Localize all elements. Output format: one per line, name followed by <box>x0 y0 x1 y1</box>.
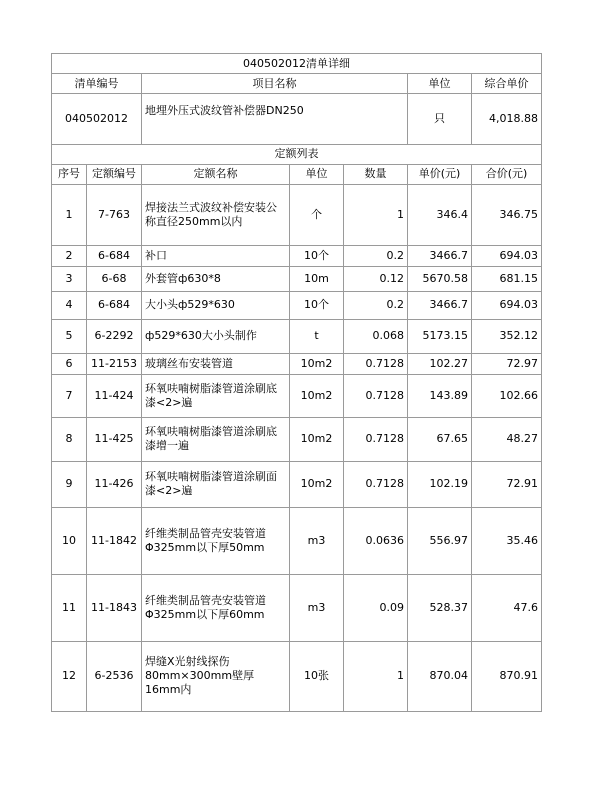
table-row <box>52 353 542 374</box>
col-header-no: 序号 <box>52 164 87 184</box>
row-unit: 10m <box>290 266 344 291</box>
row-qty: 0.2 <box>344 245 408 266</box>
row-total: 47.6 <box>472 574 542 641</box>
row-price: 67.65 <box>408 417 472 461</box>
row-qty: 1 <box>344 641 408 711</box>
table-row <box>52 461 542 507</box>
table-row <box>52 266 542 291</box>
col-header-qty: 数量 <box>344 164 408 184</box>
row-unit: 10个 <box>290 291 344 319</box>
table-row <box>52 507 542 574</box>
row-total: 346.75 <box>472 184 542 245</box>
row-name: 纤维类制品管壳安装管道Φ325mm以下厚50mm <box>142 507 290 574</box>
row-total: 48.27 <box>472 417 542 461</box>
col-header-code: 定额编号 <box>87 164 142 184</box>
row-unit: 10张 <box>290 641 344 711</box>
row-total: 870.91 <box>472 641 542 711</box>
row-unit: m3 <box>290 574 344 641</box>
row-qty: 0.09 <box>344 574 408 641</box>
row-code: 11-1842 <box>87 507 142 574</box>
row-total: 35.46 <box>472 507 542 574</box>
row-no: 3 <box>52 266 87 291</box>
row-code: 7-763 <box>87 184 142 245</box>
header-bill-code: 清单编号 <box>52 74 142 94</box>
table-row <box>52 291 542 319</box>
row-name: 补口 <box>142 245 290 266</box>
row-no: 6 <box>52 353 87 374</box>
row-qty: 0.068 <box>344 319 408 353</box>
quota-title: 定额列表 <box>52 144 542 164</box>
row-price: 5670.58 <box>408 266 472 291</box>
row-code: 6-68 <box>87 266 142 291</box>
table-row <box>52 417 542 461</box>
row-unit: 10m2 <box>290 417 344 461</box>
table-row <box>52 319 542 353</box>
row-unit: 个 <box>290 184 344 245</box>
table-row <box>52 641 542 711</box>
row-no: 4 <box>52 291 87 319</box>
row-name: 环氧呋喃树脂漆管道涂刷底漆<2>遍 <box>142 374 290 417</box>
row-code: 6-2292 <box>87 319 142 353</box>
row-unit: 10个 <box>290 245 344 266</box>
row-name: 大小头ф529*630 <box>142 291 290 319</box>
row-price: 346.4 <box>408 184 472 245</box>
item-name: 地埋外压式波纹管补偿器DN250 <box>142 94 408 145</box>
row-no: 5 <box>52 319 87 353</box>
row-qty: 0.7128 <box>344 417 408 461</box>
row-code: 11-424 <box>87 374 142 417</box>
bill-code: 040502012 <box>52 94 142 145</box>
row-price: 5173.15 <box>408 319 472 353</box>
row-qty: 0.7128 <box>344 374 408 417</box>
header-unit: 单位 <box>408 74 472 94</box>
header-item-name: 项目名称 <box>142 74 408 94</box>
row-no: 8 <box>52 417 87 461</box>
row-qty: 1 <box>344 184 408 245</box>
row-name: 焊缝X光射线探伤80mm×300mm壁厚16mm内 <box>142 641 290 711</box>
row-no: 12 <box>52 641 87 711</box>
row-price: 870.04 <box>408 641 472 711</box>
row-qty: 0.2 <box>344 291 408 319</box>
row-price: 3466.7 <box>408 245 472 266</box>
row-no: 1 <box>52 184 87 245</box>
row-name: 环氧呋喃树脂漆管道涂刷面漆<2>遍 <box>142 461 290 507</box>
item-unit-price: 4,018.88 <box>472 94 542 145</box>
row-price: 3466.7 <box>408 291 472 319</box>
row-total: 102.66 <box>472 374 542 417</box>
row-name: 焊接法兰式波纹补偿安装公称直径250mm以内 <box>142 184 290 245</box>
row-code: 11-425 <box>87 417 142 461</box>
row-price: 556.97 <box>408 507 472 574</box>
row-qty: 0.12 <box>344 266 408 291</box>
table-row <box>52 184 542 245</box>
row-code: 11-1843 <box>87 574 142 641</box>
row-name: ф529*630大小头制作 <box>142 319 290 353</box>
row-no: 10 <box>52 507 87 574</box>
row-total: 352.12 <box>472 319 542 353</box>
row-unit: 10m2 <box>290 353 344 374</box>
table-row <box>52 574 542 641</box>
bill-summary-table <box>51 53 542 145</box>
row-name: 纤维类制品管壳安装管道Φ325mm以下厚60mm <box>142 574 290 641</box>
col-header-price: 单价(元) <box>408 164 472 184</box>
row-qty: 0.7128 <box>344 461 408 507</box>
row-unit: m3 <box>290 507 344 574</box>
item-unit: 只 <box>408 94 472 145</box>
row-no: 7 <box>52 374 87 417</box>
row-qty: 0.7128 <box>344 353 408 374</box>
row-no: 11 <box>52 574 87 641</box>
row-unit: t <box>290 319 344 353</box>
row-price: 143.89 <box>408 374 472 417</box>
row-price: 102.27 <box>408 353 472 374</box>
row-name: 环氧呋喃树脂漆管道涂刷底漆增一遍 <box>142 417 290 461</box>
row-unit: 10m2 <box>290 374 344 417</box>
row-code: 6-684 <box>87 291 142 319</box>
row-price: 528.37 <box>408 574 472 641</box>
row-code: 6-684 <box>87 245 142 266</box>
row-qty: 0.0636 <box>344 507 408 574</box>
row-name: 玻璃丝布安装管道 <box>142 353 290 374</box>
row-total: 694.03 <box>472 245 542 266</box>
row-code: 11-426 <box>87 461 142 507</box>
table-row <box>52 245 542 266</box>
row-total: 681.15 <box>472 266 542 291</box>
row-unit: 10m2 <box>290 461 344 507</box>
table-row <box>52 374 542 417</box>
row-total: 72.97 <box>472 353 542 374</box>
row-no: 2 <box>52 245 87 266</box>
row-price: 102.19 <box>408 461 472 507</box>
row-total: 694.03 <box>472 291 542 319</box>
bill-title: 040502012清单详细 <box>52 54 542 74</box>
row-code: 11-2153 <box>87 353 142 374</box>
col-header-unit: 单位 <box>290 164 344 184</box>
header-unit-price: 综合单价 <box>472 74 542 94</box>
row-no: 9 <box>52 461 87 507</box>
quota-table <box>51 144 542 712</box>
col-header-total: 合价(元) <box>472 164 542 184</box>
row-code: 6-2536 <box>87 641 142 711</box>
col-header-name: 定额名称 <box>142 164 290 184</box>
row-name: 外套管ф630*8 <box>142 266 290 291</box>
row-total: 72.91 <box>472 461 542 507</box>
